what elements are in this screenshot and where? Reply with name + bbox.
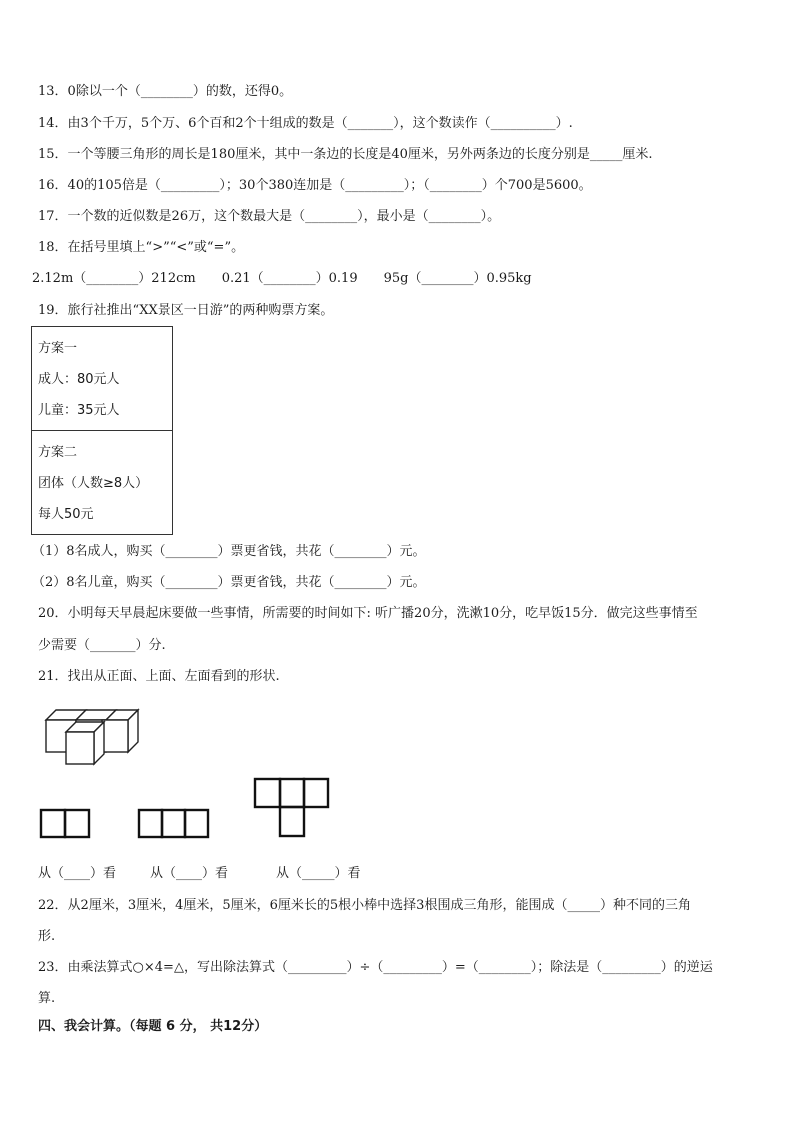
view-shape-2 — [137, 808, 211, 840]
question-20-line1: 20．小明每天早晨起床要做一些事情，所需要的时间如下: 听广播20分，洗漱10分，吃早饭15分．做完这些事情至 — [38, 606, 698, 621]
question-18: 18．在括号里填上“>”“<”或“=”。 — [38, 240, 245, 255]
question-19-1: （1）8名成人，购买（________）票更省钱，共花（________）元。 — [32, 544, 426, 559]
view-shape-3 — [253, 777, 331, 839]
cube-figure — [40, 702, 150, 772]
ticket-plans-table — [31, 326, 173, 535]
view-label-1: 从（____）看 — [38, 866, 117, 881]
question-17: 17．一个数的近似数是26万，这个数最大是（________），最小是（________）。 — [38, 209, 501, 224]
question-22-line1: 22．从2厘米，3厘米，4厘米，5厘米，6厘米长的5根小棒中选择3根围成三角形，能围成（_____）种不同的三角 — [38, 898, 691, 913]
question-14: 14．由3个千万，5个万、6个百和2个十组成的数是（_______），这个数读作（__________）. — [38, 116, 573, 131]
plan-2-cell — [32, 430, 172, 534]
plan-1-title: 方案一 — [38, 341, 78, 356]
question-16: 16．40的105倍是（_________）；30个380连加是（_________）；（________）个700是5600。 — [38, 178, 592, 193]
question-19-2: （2）8名儿童，购买（________）票更省钱，共花（________）元。 — [32, 575, 426, 590]
plan-1-adult: 成人：80元人 — [38, 372, 120, 387]
plan-1-child: 儿童：35元人 — [38, 403, 120, 418]
section-4-heading: 四、我会计算。（每题 6 分， 共12分） — [38, 1019, 268, 1034]
view-shape-1 — [39, 808, 91, 840]
question-21: 21．找出从正面、上面、左面看到的形状. — [38, 669, 280, 684]
question-20-line2: 少需要（_______）分. — [38, 638, 166, 653]
plan-2-price: 每人50元 — [38, 507, 94, 522]
view-label-2: 从（____）看 — [150, 866, 229, 881]
view-label-3: 从（_____）看 — [276, 866, 361, 881]
question-23-line2: 算. — [38, 991, 56, 1006]
question-19: 19．旅行社推出“XX景区一日游”的两种购票方案。 — [38, 303, 334, 318]
question-18-items: 2.12m（________）212cm 0.21（________）0.19 95g（________）0.95kg — [32, 271, 532, 286]
question-23-line1: 23．由乘法算式○×4=△，写出除法算式（_________）÷（_________）=（________）；除法是（_________）的逆运 — [38, 960, 713, 975]
question-13: 13．0除以一个（________）的数，还得0。 — [38, 84, 293, 99]
plan-2-title: 方案二 — [38, 445, 78, 460]
plan-2-group: 团体（人数≥8人） — [38, 476, 149, 491]
question-15: 15．一个等腰三角形的周长是180厘米，其中一条边的长度是40厘米，另外两条边的长度分别是_____厘米. — [38, 147, 653, 162]
plan-1-cell — [32, 327, 172, 430]
question-22-line2: 形. — [38, 929, 56, 944]
